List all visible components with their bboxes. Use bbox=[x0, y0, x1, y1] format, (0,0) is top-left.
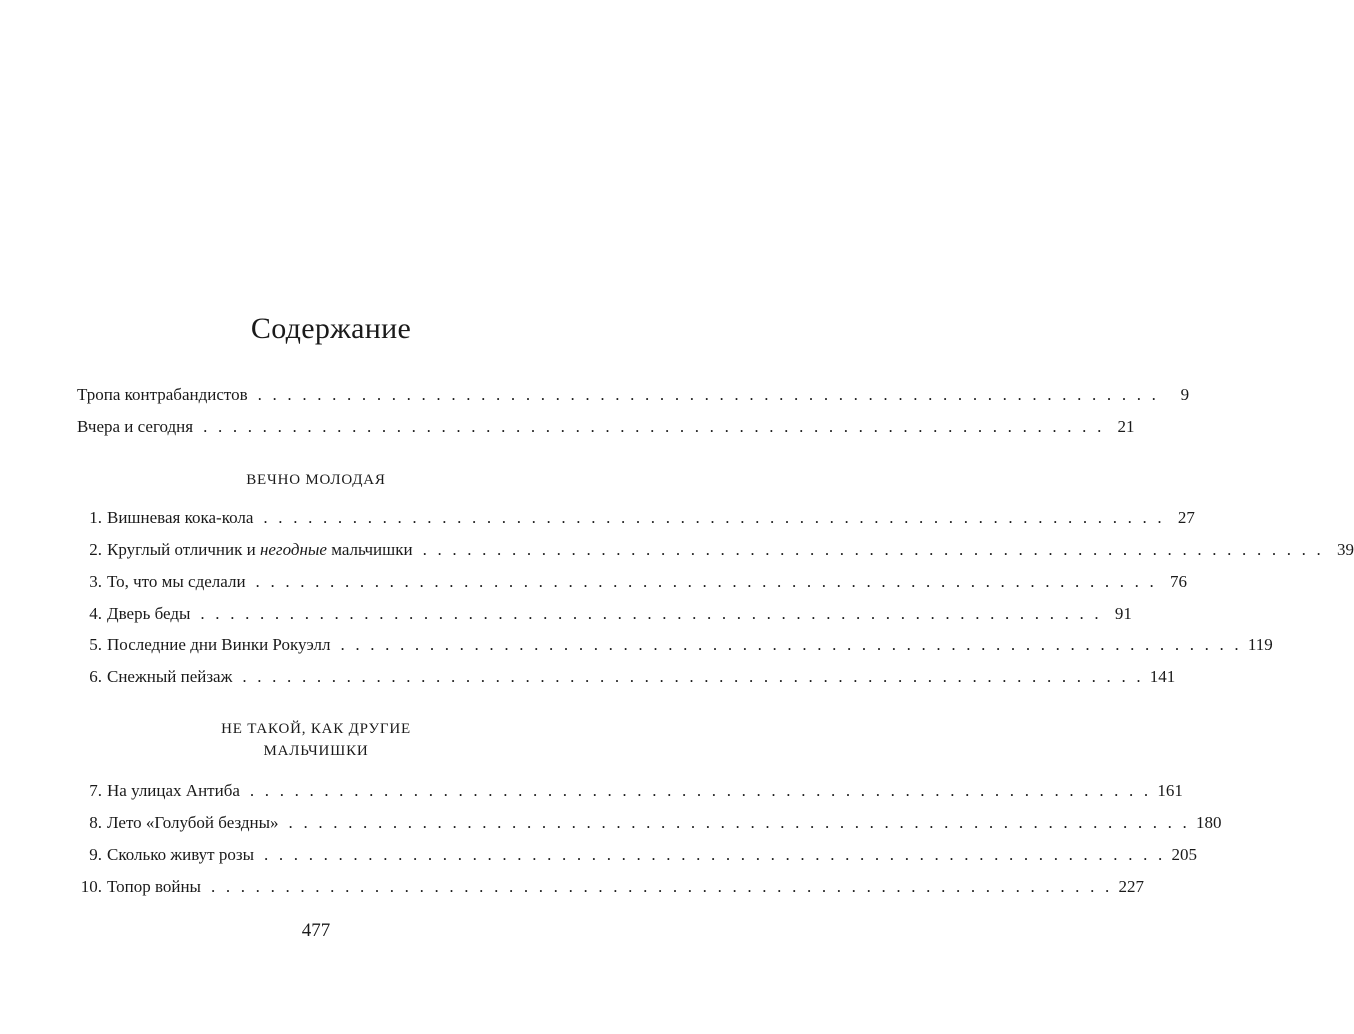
toc-entry bbox=[77, 570, 1187, 594]
section-heading bbox=[0, 469, 632, 491]
dot-leader: . . . . . . . . . . . . . . . . . . . . . . . . . . . . . . . . . . . . . . . . . . . . . . . . . . . . . . . . . . . . . bbox=[210, 877, 1113, 896]
toc-entry-page: 27 bbox=[1177, 508, 1195, 527]
dot-leader: . . . . . . . . . . . . . . . . . . . . . . . . . . . . . . . . . . . . . . . . . . . . . . . . . . . . . . . . . . . . . bbox=[249, 781, 1152, 800]
toc-entry-label: На улицах Антиба bbox=[107, 781, 240, 800]
dot-leader: . . . . . . . . . . . . . . . . . . . . . . . . . . . . . . . . . . . . . . . . . . . . . . . . . . . . . . . . . . . . . bbox=[264, 845, 1166, 864]
toc-entry-number: 4. bbox=[89, 604, 102, 623]
toc-entry bbox=[77, 383, 1190, 407]
toc-entry-number: 10. bbox=[80, 877, 102, 896]
toc-entry-number: 6. bbox=[89, 667, 102, 686]
toc-entry bbox=[77, 875, 1144, 899]
toc-entry-number: 2. bbox=[89, 540, 102, 559]
toc-entry-page: 9 bbox=[1180, 385, 1190, 404]
dot-leader: . . . . . . . . . . . . . . . . . . . . . . . . . . . . . . . . . . . . . . . . . . . . . . . . . . . . . . . . . . . . . bbox=[242, 667, 1144, 686]
toc-entry-label: То, что мы сделали bbox=[107, 572, 246, 591]
toc-entry-page: 21 bbox=[1117, 417, 1135, 436]
section-heading bbox=[0, 718, 632, 762]
toc-entry-page: 141 bbox=[1149, 667, 1176, 686]
toc-entry bbox=[77, 506, 1195, 530]
page-number: 477 bbox=[301, 920, 331, 941]
toc-entry-label: Топор войны bbox=[107, 877, 201, 896]
toc-entry-page: 119 bbox=[1247, 635, 1273, 654]
toc-entry-number: 8. bbox=[89, 813, 102, 832]
toc-entry bbox=[77, 665, 1176, 689]
italic-word: негодные bbox=[259, 540, 327, 559]
toc-entry-label: Снежный пейзаж bbox=[107, 667, 233, 686]
toc-entry bbox=[77, 538, 1354, 562]
toc-entry bbox=[77, 602, 1132, 626]
toc-entry bbox=[77, 811, 1222, 835]
toc-entry-page: 161 bbox=[1157, 781, 1183, 800]
toc-entry-label: Лето «Голубой бездны» bbox=[107, 813, 279, 832]
toc-entry-number: 3. bbox=[89, 572, 102, 591]
toc-entry-number: 7. bbox=[89, 781, 102, 800]
toc-entry-label: Тропа контрабандистов bbox=[77, 385, 248, 404]
toc-entry-label: Последние дни Винки Рокуэлл bbox=[107, 635, 331, 654]
toc-entry-label: Сколько живут розы bbox=[107, 845, 254, 864]
toc-entry bbox=[77, 779, 1183, 803]
section-heading-line: НЕ ТАКОЙ, КАК ДРУГИЕ bbox=[221, 721, 411, 737]
toc-entry-page: 39 bbox=[1337, 540, 1354, 559]
dot-leader: . . . . . . . . . . . . . . . . . . . . . . . . . . . . . . . . . . . . . . . . . . . . . . . . . . . . . . . . . . . . . bbox=[200, 604, 1102, 623]
section-heading-line: ВЕЧНО МОЛОДАЯ bbox=[246, 472, 386, 488]
dot-leader: . . . . . . . . . . . . . . . . . . . . . . . . . . . . . . . . . . . . . . . . . . . . . . . . . . . . . . . . . . . . . bbox=[263, 508, 1165, 527]
dot-leader: . . . . . . . . . . . . . . . . . . . . . . . . . . . . . . . . . . . . . . . . . . . . . . . . . . . . . . . . . . . . . bbox=[288, 813, 1190, 832]
dot-leader: . . . . . . . . . . . . . . . . . . . . . . . . . . . . . . . . . . . . . . . . . . . . . . . . . . . . . . . . . . . . . bbox=[340, 635, 1242, 654]
toc-entry bbox=[77, 633, 1273, 657]
toc-entry-label: Вчера и сегодня bbox=[77, 417, 194, 436]
toc-entry-number: 5. bbox=[89, 635, 102, 654]
toc-entry-page: 205 bbox=[1171, 845, 1197, 864]
toc-entry-label: Вишневая кока-кола bbox=[107, 508, 254, 527]
page-title: Содержание bbox=[250, 312, 412, 345]
dot-leader: . . . . . . . . . . . . . . . . . . . . . . . . . . . . . . . . . . . . . . . . . . . . . . . . . . . . . . . . . . . . . bbox=[257, 385, 1160, 404]
toc-entry-page: 91 bbox=[1114, 604, 1132, 623]
dot-leader: . . . . . . . . . . . . . . . . . . . . . . . . . . . . . . . . . . . . . . . . . . . . . . . . . . . . . . . . . . . . . bbox=[422, 540, 1325, 559]
section-heading-line: МАЛЬЧИШКИ bbox=[263, 743, 369, 759]
dot-leader: . . . . . . . . . . . . . . . . . . . . . . . . . . . . . . . . . . . . . . . . . . . . . . . . . . . . . . . . . . . . . bbox=[255, 572, 1157, 591]
toc-entry-label: Дверь беды bbox=[107, 604, 191, 623]
toc-entry-number: 9. bbox=[89, 845, 102, 864]
toc-entry-number: 1. bbox=[89, 508, 102, 527]
toc-entry-label: Круглый отличник и негодные мальчишки bbox=[107, 540, 413, 559]
toc-entry bbox=[77, 843, 1197, 867]
dot-leader: . . . . . . . . . . . . . . . . . . . . . . . . . . . . . . . . . . . . . . . . . . . . . . . . . . . . . . . . . . . . . bbox=[203, 417, 1105, 436]
toc-entry-page: 180 bbox=[1196, 813, 1222, 832]
toc-entry-page: 76 bbox=[1170, 572, 1187, 591]
toc-entry bbox=[77, 415, 1135, 439]
toc-entry-page: 227 bbox=[1118, 877, 1144, 896]
